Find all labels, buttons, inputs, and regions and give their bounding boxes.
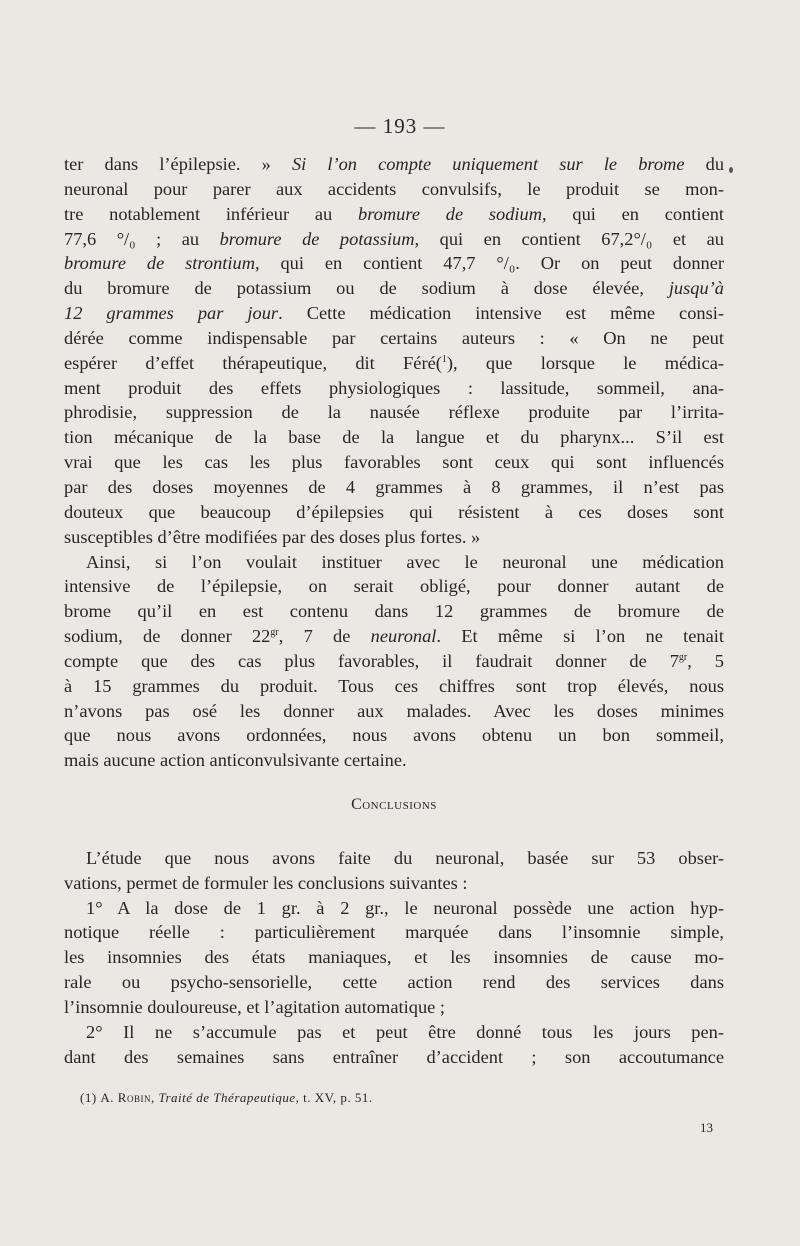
footnote: (1) A. Robin, Traité de Thérapeutique, t. XV, p. 51. <box>80 1090 373 1105</box>
text-line: mais aucune action anticonvulsivante certaine. <box>64 750 407 771</box>
text-line: douteux que beaucoup d’épilepsies qui résistent à ces doses sont <box>64 501 724 522</box>
text-line: vations, permet de formuler les conclusions suivantes : <box>64 872 468 893</box>
text-line: que nous avons ordonnées, nous avons obtenu un bon sommeil, <box>64 725 724 746</box>
text-line: du bromure de potassium ou de sodium à dose élevée, jusqu’à <box>64 278 724 299</box>
text-line: brome qu’il en est contenu dans 12 grammes de bromure de <box>64 601 724 622</box>
text-line: neuronal pour parer aux accidents convulsifs, le produit se mon- <box>64 178 724 199</box>
text-line: 12 grammes par jour. Cette médication intensive est même consi- <box>64 303 724 324</box>
text-line: dant des semaines sans entraîner d’accident ; son accoutumance <box>64 1046 724 1067</box>
text-line: 2° Il ne s’accumule pas et peut être donné tous les jours pen- <box>86 1021 724 1042</box>
text-line: notique réelle : particulièrement marquée dans l’insomnie simple, <box>64 922 724 943</box>
text-line: L’étude que nous avons faite du neuronal, basée sur 53 obser- <box>86 847 724 868</box>
text-line: Ainsi, si l’on voulait instituer avec le neuronal une médication <box>86 551 724 572</box>
margin-dot <box>729 167 733 173</box>
text-line: 77,6 °/₀ ; au bromure de potassium, qui en contient 67,2°/₀ et au <box>64 228 724 249</box>
text-line: sodium, de donner $22^{gr}$, 7 de neuronal. Et même si l’on ne tenait <box>64 626 724 647</box>
text-line: susceptibles d’être modifiées par des doses plus fortes. » <box>64 526 481 547</box>
text-line: les insomnies des états maniaques, et les insomnies de cause mo- <box>64 947 724 968</box>
signature-mark: 13 <box>700 1120 713 1135</box>
text-line: compte que des cas plus favorables, il faudrait donner de $7^{gr}$, 5 <box>64 650 724 671</box>
text-line: rale ou psycho-sensorielle, cette action rend des services dans <box>64 972 724 993</box>
text-line: 1° A la dose de 1 gr. à 2 gr., le neuronal possède une action hyp- <box>86 897 724 918</box>
text-line: tion mécanique de la base de la langue et du pharynx... S’il est <box>64 427 724 448</box>
text-line: l’insomnie douloureuse, et l’agitation automatique ; <box>64 997 446 1017</box>
section-heading: Conclusions <box>351 796 437 814</box>
text-line: à 15 grammes du produit. Tous ces chiffres sont trop élevés, nous <box>64 675 724 696</box>
text-line: par des doses moyennes de 4 grammes à 8 grammes, il n’est pas <box>64 476 724 497</box>
text-line: dérée comme indispensable par certains auteurs : « On ne peut <box>64 327 724 348</box>
body-text <box>64 152 724 1070</box>
footnote-ref: 1 <box>441 353 447 365</box>
text-line: intensive de l’épilepsie, on serait obligé, pour donner autant de <box>64 576 724 597</box>
text-line: tre notablement inférieur au bromure de sodium, qui en contient <box>64 203 724 224</box>
text-line: bromure de strontium, qui en contient 47,7 °/₀. Or on peut donner <box>64 253 725 274</box>
page-number: — 193 — <box>354 114 446 138</box>
text-line: ment produit des effets physiologiques : lassitude, sommeil, ana- <box>64 377 724 398</box>
text-line: espérer d’effet thérapeutique, dit Féré($^1$), que lorsque le médica- <box>64 352 724 373</box>
text-line: phrodisie, suppression de la nausée réflexe produite par l’irrita- <box>64 402 724 423</box>
text-line: n’avons pas osé les donner aux malades. Avec les doses minimes <box>64 700 724 721</box>
text-line: ter dans l’épilepsie. » Si l’on compte uniquement sur le brome du <box>64 154 725 174</box>
text-line: vrai que les cas les plus favorables sont ceux qui sont influencés <box>64 452 724 473</box>
